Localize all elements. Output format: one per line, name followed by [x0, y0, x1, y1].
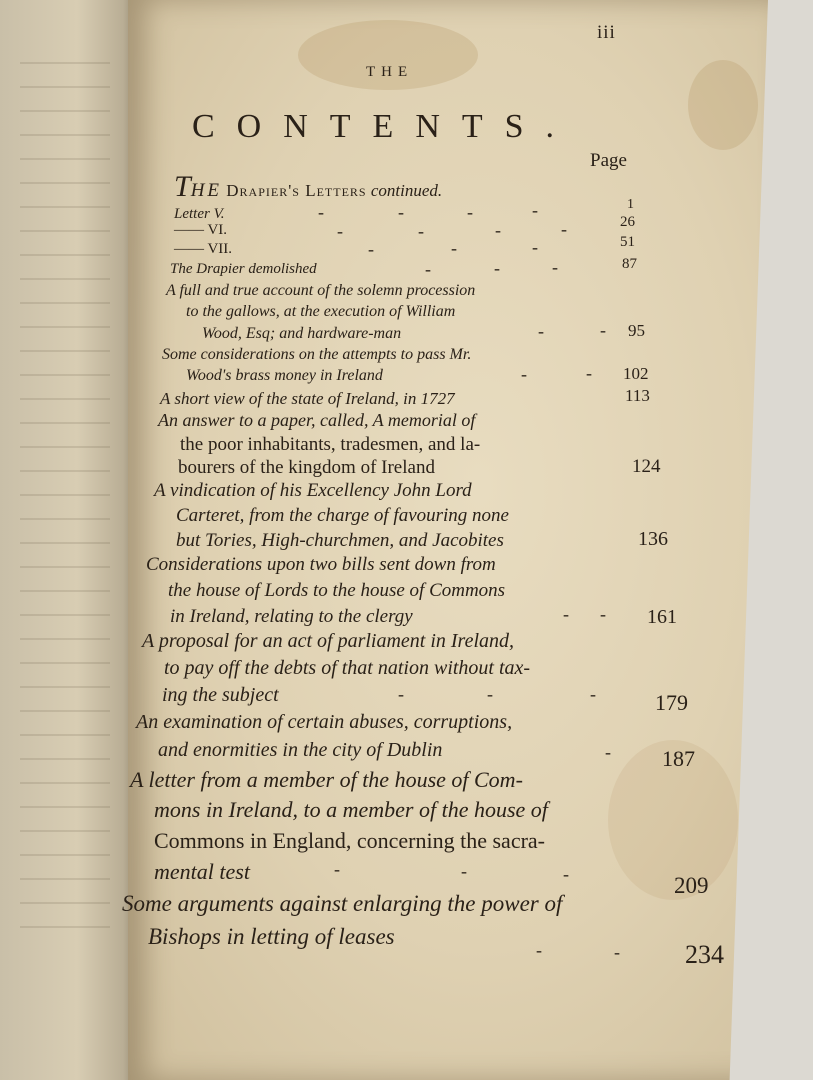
subtitle-drapier: Drapier's Letters: [226, 181, 367, 200]
toc-entry-line: A short view of the state of Ireland, in 1727: [160, 389, 455, 408]
toc-entry-line: Wood, Esq; and hardware-man: [202, 325, 402, 342]
heading-the: THE: [366, 64, 414, 80]
toc-page-number: 209: [674, 873, 709, 898]
roman-page-number: iii: [597, 22, 616, 43]
left-page-bleed-text: [20, 40, 110, 940]
toc-entry-line: to the gallows, at the execution of William: [186, 303, 456, 320]
toc-entry-line: to pay off the debts of that nation without tax-: [164, 657, 531, 679]
toc-entry-line: mental test: [154, 859, 250, 884]
toc-page-number: 161: [647, 606, 677, 628]
toc-page-number: 26: [620, 214, 635, 230]
toc-page-number: 113: [625, 386, 650, 405]
toc-entry-line: —— VII.: [174, 241, 233, 257]
toc-page-number: 87: [622, 256, 637, 272]
toc-entry-line: Carteret, from the charge of favouring none: [176, 505, 509, 526]
toc-entry-line: Considerations upon two bills sent down from: [146, 554, 496, 575]
toc-entry-line: Some considerations on the attempts to pass Mr.: [162, 346, 472, 363]
toc-entry-line: A proposal for an act of parliament in Ireland,: [142, 630, 515, 652]
toc-entry-line: An examination of certain abuses, corruptions,: [136, 711, 513, 733]
toc-entry-line: in Ireland, relating to the clergy: [170, 606, 413, 627]
toc-entry-line: A letter from a member of the house of Com-: [130, 767, 523, 792]
toc-page-number: 1: [627, 197, 634, 212]
toc-page-number: 51: [620, 234, 635, 250]
page-title: CONTENTS.: [192, 108, 577, 145]
toc-entry-line: ing the subject: [162, 684, 279, 706]
toc-entry-line: Commons in England, concerning the sacra-: [154, 828, 546, 853]
toc-entry-line: the house of Lords to the house of Commons: [168, 580, 506, 601]
toc-entry-line: bourers of the kingdom of Ireland: [178, 457, 435, 478]
page-stain: [688, 60, 758, 150]
toc-entry-line: An answer to a paper, called, A memorial of: [158, 410, 476, 430]
toc-entry-line: Letter V.: [174, 206, 225, 222]
toc-page-number: 102: [623, 364, 649, 383]
toc-entry-line: the poor inhabitants, tradesmen, and la-: [180, 434, 481, 455]
page-column-label: Page: [590, 150, 627, 171]
toc-page-number: 179: [655, 690, 688, 715]
toc-entry-line: Wood's brass money in Ireland: [186, 367, 383, 384]
toc-entry-line: The Drapier demolished: [170, 261, 317, 277]
toc-entry-line: Some arguments against enlarging the power of: [122, 891, 563, 916]
left-page: [0, 0, 140, 1080]
toc-entry-line: but Tories, High-churchmen, and Jacobites: [176, 530, 504, 551]
toc-entry-line: A full and true account of the solemn procession: [166, 282, 476, 299]
subtitle-he: HE: [190, 180, 223, 201]
toc-page-number: 124: [632, 456, 661, 477]
toc-page-number: 95: [628, 321, 645, 340]
toc-page-number: 187: [662, 746, 695, 771]
subtitle-continued: continued.: [370, 181, 443, 200]
toc-entry-line: mons in Ireland, to a member of the house of: [154, 797, 548, 822]
toc-page-number: 136: [638, 528, 668, 550]
toc-entry-line: A vindication of his Excellency John Lord: [154, 480, 472, 501]
toc-entry-line: —— VI.: [174, 222, 228, 238]
toc-page-number: 234: [685, 940, 724, 969]
toc-entry-line: and enormities in the city of Dublin: [158, 739, 443, 761]
toc-entry-line: Bishops in letting of leases: [148, 924, 395, 949]
subtitle-drop-cap: T: [174, 170, 191, 203]
section-subtitle: [174, 170, 442, 204]
